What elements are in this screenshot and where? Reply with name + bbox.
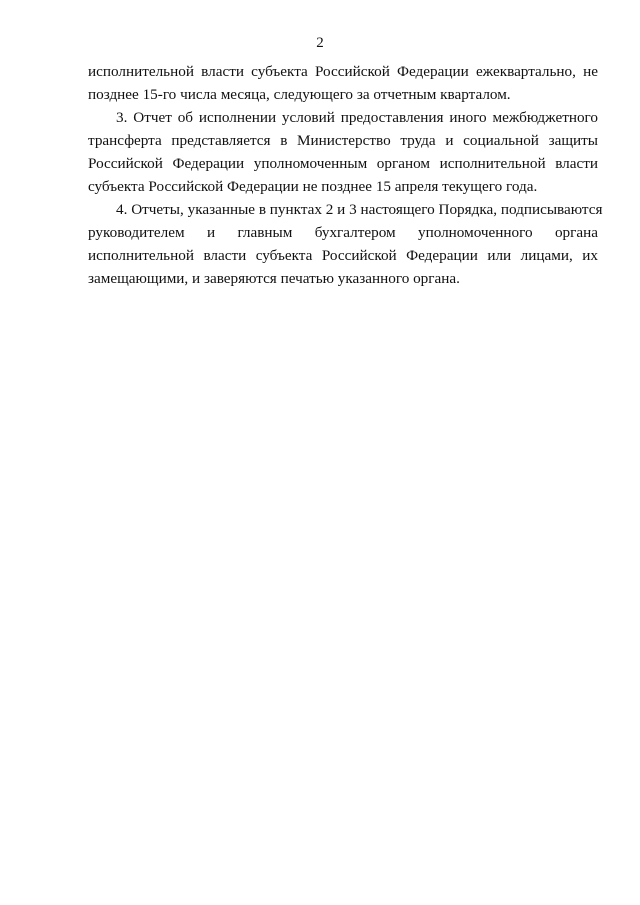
paragraph-2 [88,106,598,198]
text-line: руководителем и главным бухгалтером уполномоченного органа [88,224,598,241]
text-line: исполнительной власти субъекта Российской Федерации ежеквартально, не [88,63,598,80]
text-line: 4. Отчеты, указанные в пунктах 2 и 3 настоящего Порядка, подписываются [116,201,603,218]
page-number: 2 [316,35,324,51]
paragraph-3 [88,198,603,290]
paragraph-1 [88,60,598,106]
text-line: субъекта Российской Федерации не позднее 15 апреля текущего года. [88,178,538,195]
text-line: трансферта представляется в Министерство труда и социальной защиты [88,132,598,149]
text-line: позднее 15-го числа месяца, следующего за отчетным кварталом. [88,86,511,103]
text-line: 3. Отчет об исполнении условий предоставления иного межбюджетного [116,109,598,126]
document-body [88,60,603,290]
text-line: исполнительной власти субъекта Российской Федерации или лицами, их [88,247,598,264]
text-line: Российской Федерации уполномоченным органом исполнительной власти [88,155,598,172]
text-line: замещающими, и заверяются печатью указанного органа. [88,270,460,287]
